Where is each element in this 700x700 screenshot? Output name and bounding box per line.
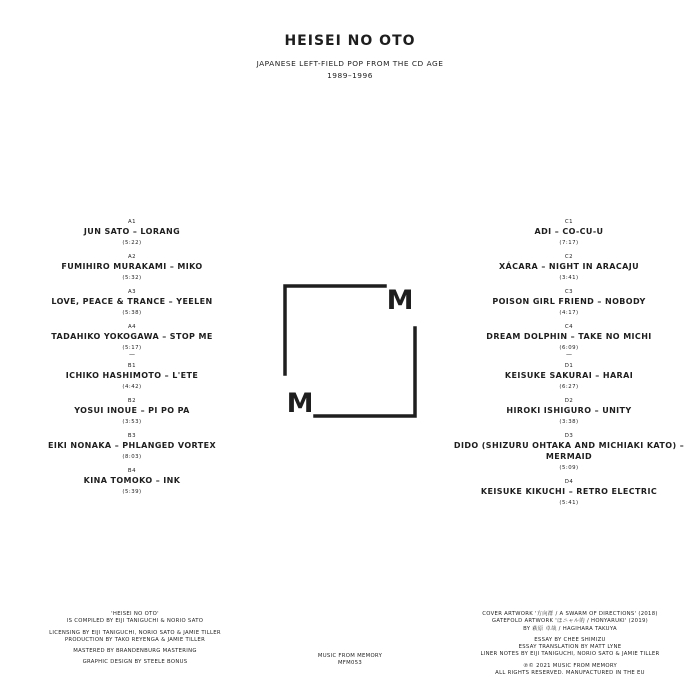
track-d4 <box>449 479 689 509</box>
credits-center <box>290 653 410 668</box>
track-duration: (8:03) <box>122 454 142 460</box>
album-subtitle <box>0 58 700 82</box>
track-name: ICHIKO HASHIMOTO – L'ETE <box>65 371 199 380</box>
track-duration: (3:53) <box>122 419 142 425</box>
credits-left <box>20 611 250 667</box>
track-duration: (5:22) <box>122 240 142 246</box>
track-duration: (5:32) <box>122 275 142 281</box>
credit-line: ℗© 2021 MUSIC FROM MEMORY <box>522 662 618 669</box>
track-duration: (7:17) <box>559 240 579 246</box>
track-b3 <box>12 433 252 463</box>
track-side: B4 <box>127 468 137 474</box>
track-c3 <box>449 289 689 319</box>
track-name: KEISUKE SAKURAI – HARAI <box>504 371 634 380</box>
track-b2 <box>12 398 252 428</box>
track-c2 <box>449 254 689 284</box>
track-name: XÁCARA – NIGHT IN ARACAJU <box>498 262 640 271</box>
track-side: A1 <box>127 219 137 225</box>
credit-line: COVER ARTWORK '方向群 / A SWARM OF DIRECTIONS' (2018) <box>482 611 658 617</box>
track-side: D1 <box>564 363 574 369</box>
label-name: MUSIC FROM MEMORY <box>317 653 383 659</box>
credit-line: ESSAY BY CHEE SHIMIZU <box>534 636 606 643</box>
track-side: B1 <box>127 363 137 369</box>
track-name: HIROKI ISHIGURO – UNITY <box>506 406 632 415</box>
track-name: JUN SATO – LORANG <box>83 227 181 236</box>
track-side: A4 <box>127 324 137 330</box>
track-duration: (5:41) <box>559 500 579 506</box>
credit-line: MASTERED BY BRANDENBURG MASTERING <box>73 648 197 655</box>
credit-line: 'HEISEI NO OTO' <box>111 611 159 617</box>
credit-line: GRAPHIC DESIGN BY STEELE BONUS <box>82 659 188 666</box>
track-duration: (5:38) <box>122 310 142 316</box>
logo-bracket-top-left <box>285 286 385 374</box>
track-a2 <box>12 254 252 284</box>
track-side: A2 <box>127 254 137 260</box>
track-side: C4 <box>564 324 574 330</box>
track-duration: (5:39) <box>122 489 142 495</box>
side-divider: — <box>129 351 135 358</box>
track-d2 <box>449 398 689 428</box>
credit-line: GATEFOLD ARTWORK 'ほニャル的 / HONYARUKI' (2019) <box>491 618 649 625</box>
track-side: A3 <box>127 289 137 295</box>
track-duration: (4:42) <box>122 384 142 390</box>
track-a3 <box>12 289 252 319</box>
track-duration: (6:09) <box>559 345 579 351</box>
track-duration: (4:17) <box>559 310 579 316</box>
tracklist-right <box>449 219 689 514</box>
track-name: YOSUI INOUE – PI PO PA <box>74 406 190 415</box>
track-name: ADI – CO-CU-U <box>534 227 604 236</box>
track-name: POISON GIRL FRIEND – NOBODY <box>492 297 646 306</box>
track-name: FUMIHIRO MURAKAMI – MIKO <box>61 262 203 271</box>
tracklist-left <box>12 219 252 503</box>
track-b4 <box>12 468 252 498</box>
catalog-number: MFM053 <box>337 660 363 667</box>
logo-bracket-bottom-right <box>315 328 415 416</box>
track-name: KEISUKE KIKUCHI – RETRO ELECTRIC <box>480 487 658 496</box>
track-side: B3 <box>127 433 137 439</box>
track-duration: (3:38) <box>559 419 579 425</box>
track-side: D3 <box>564 433 574 439</box>
credit-line: LINER NOTES BY EIJI TANIGUCHI, NORIO SATO & JAMIE TILLER <box>480 651 660 658</box>
subtitle-line-2: 1989–1996 <box>327 71 373 80</box>
credit-line: LICENSING BY EIJI TANIGUCHI, NORIO SATO & JAMIE TILLER <box>49 629 221 636</box>
track-name: DREAM DOLPHIN – TAKE NO MICHI <box>486 332 652 341</box>
track-duration: (6:27) <box>559 384 579 390</box>
track-name: KINA TOMOKO – INK <box>83 476 181 485</box>
track-d1 <box>449 363 689 393</box>
track-duration: (5:17) <box>122 345 142 351</box>
credit-line: ESSAY TRANSLATION BY MATT LYNE <box>518 644 622 651</box>
track-side: D4 <box>564 479 574 485</box>
logo-letter-bottom: M <box>286 388 314 418</box>
track-a4 <box>12 324 252 358</box>
track-c1 <box>449 219 689 249</box>
track-side: C2 <box>564 254 574 260</box>
track-d3 <box>449 433 689 474</box>
credit-line: IS COMPILED BY EIJI TANIGUCHI & NORIO SATO <box>66 618 204 625</box>
credit-line: ALL RIGHTS RESERVED. MANUFACTURED IN THE EU <box>495 670 645 677</box>
album-title: HEISEI NO OTO <box>284 33 416 49</box>
mfm-logo-icon <box>283 284 417 418</box>
track-side: C3 <box>564 289 574 295</box>
track-duration: (5:09) <box>559 465 579 471</box>
track-name: EIKI NONAKA – PHLANGED VORTEX <box>47 441 217 450</box>
track-duration: (3:41) <box>559 275 579 281</box>
track-side: C1 <box>564 219 574 225</box>
track-c4 <box>449 324 689 358</box>
credit-line: PRODUCTION BY TAKO REYENGA & JAMIE TILLER <box>64 636 206 643</box>
credit-line: BY 萩原 卓哉 / HAGIHARA TAKUYA <box>523 625 617 632</box>
track-name: TADAHIKO YOKOGAWA – STOP ME <box>51 332 213 341</box>
track-side: B2 <box>127 398 137 404</box>
track-name: LOVE, PEACE & TRANCE – YEELEN <box>51 297 213 306</box>
track-side: D2 <box>564 398 574 404</box>
track-name: DIDO (SHIZURU OHTAKA AND MICHIAKI KATO) – MERMAID <box>453 441 685 461</box>
credits-right <box>450 611 690 677</box>
side-divider: — <box>566 351 572 358</box>
logo-letter-top: M <box>386 285 414 316</box>
track-a1 <box>12 219 252 249</box>
subtitle-line-1: JAPANESE LEFT-FIELD POP FROM THE CD AGE <box>256 59 444 68</box>
track-b1 <box>12 363 252 393</box>
